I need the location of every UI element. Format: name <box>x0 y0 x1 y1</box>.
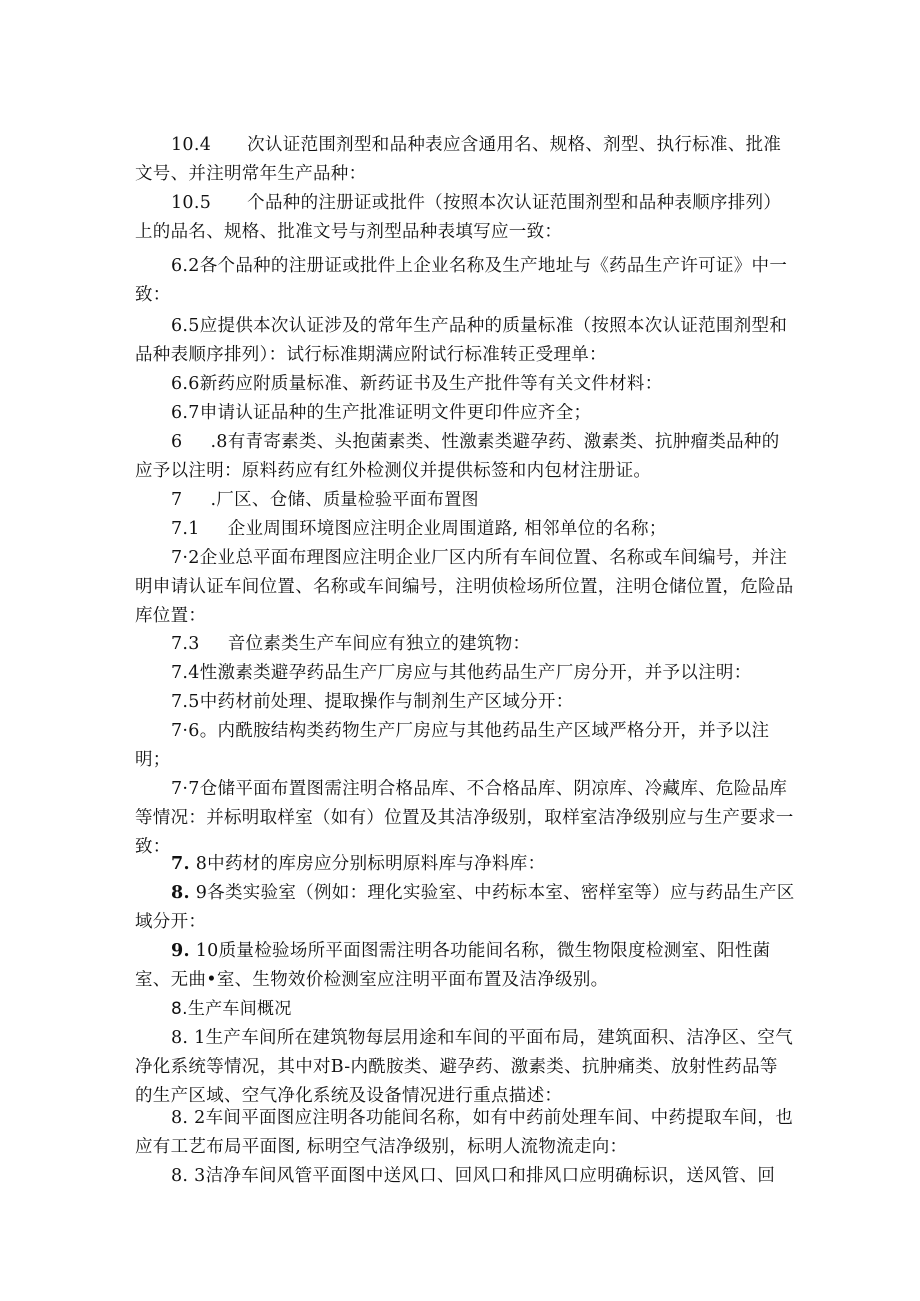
item-7-6: 7·6。内酰胺结构类药物生产厂房应与其他药品生产区域严格分开，并予以注明； <box>135 721 770 770</box>
item-7-7: 7·7仓储平面布置图需注明合格品库、不合格品库、阴凉库、冷藏库、危险品库等情况：并标明取样室（如有）位置及其洁净级别，取样室洁净级别应与生产要求一致： <box>135 779 794 857</box>
item-6-8: 6 .8有青寄素类、头抱菌素类、性激素类避孕药、激素类、抗肿瘤类品种的应予以注明：原料药应有红外检测仪并提供标签和内包材注册证。 <box>135 432 780 481</box>
item-10-4: 10.4 次认证范围剂型和品种表应含通用名、规格、剂型、执行标准、批准文号、并注明常年生产品种： <box>135 135 782 184</box>
item-7-2: 7·2企业总平面布理图应注明企业厂区内所有车间位置、名称或车间编号，并注明申请认证车间位置、名称或车间编号，注明侦检场所位置，注明仓储位置，危险品库位置： <box>135 548 794 626</box>
section-7-heading: 7 .厂区、仓储、质量检验平面布置图 <box>171 490 479 510</box>
item-8-2: 8. 2车间平面图应注明各功能间名称，如有中药前处理车间、中药提取车间，也应有工艺布局平面图, 标明空气洁净级别，标明人流物流走向： <box>135 1108 794 1157</box>
item-7-10: 9. 10质量检验场所平面图需注明各功能间名称，微生物限度检测室、阳性菌室、无曲•室、生物效价检测室应注明平面布置及洁净级别。 <box>135 941 771 990</box>
section-8-heading: 8.生产车间概况 <box>171 999 292 1019</box>
item-10-5: 10.5 个品种的注册证或批件（按照本次认证范围剂型和品种表顺序排列）上的品名、规格、批准文号与剂型品种表填写应一致： <box>135 193 782 242</box>
item-6-7: 6.7申请认证品种的生产批准证明文件更印件应齐全； <box>171 403 592 423</box>
item-6-6: 6.6新药应附质量标准、新药证书及生产批件等有关文件材料： <box>171 374 663 394</box>
item-7-4: 7.4性激素类避孕药品生产厂房应与其他药品生产厂房分开，并予以注明： <box>171 663 752 683</box>
item-8-3: 8. 3洁净车间风管平面图中送风口、回风口和排风口应明确标识，送风管、回 <box>171 1166 776 1186</box>
item-7-9: 8. 9各类实验室（例如：理化实验室、中药标本室、密样室等）应与药品生产区域分开： <box>135 883 795 932</box>
item-6-2: 6.2各个品种的注册证或批件上企业名称及生产地址与《药品生产许可证》中一致： <box>135 256 788 305</box>
item-6-5: 6.5应提供本次认证涉及的常年生产品种的质量标准（按照本次认证范围剂型和品种表顺序排列）：试行标准期满应附试行标准转正受理单： <box>135 316 788 365</box>
item-8-1: 8. 1生产车间所在建筑物每层用途和车间的平面布局，建筑面积、洁净区、空气净化系统等情况，其中对B-内酰胺类、避孕药、激素类、抗肿痛类、放射性药品等的生产区域、空气净化系统及设备情况进行重点描述： <box>135 1028 794 1106</box>
item-7-3: 7.3 音位素类生产车间应有独立的建筑物： <box>171 634 531 654</box>
item-7-1: 7.1 企业周围环境图应注明企业周围道路, 相邻单位的名称； <box>171 519 667 539</box>
item-7-8: 7. 8中药材的库房应分别标明原料库与净料库： <box>171 854 546 874</box>
item-7-5: 7.5中药材前处理、提取操作与制剂生产区域分开： <box>171 692 574 712</box>
